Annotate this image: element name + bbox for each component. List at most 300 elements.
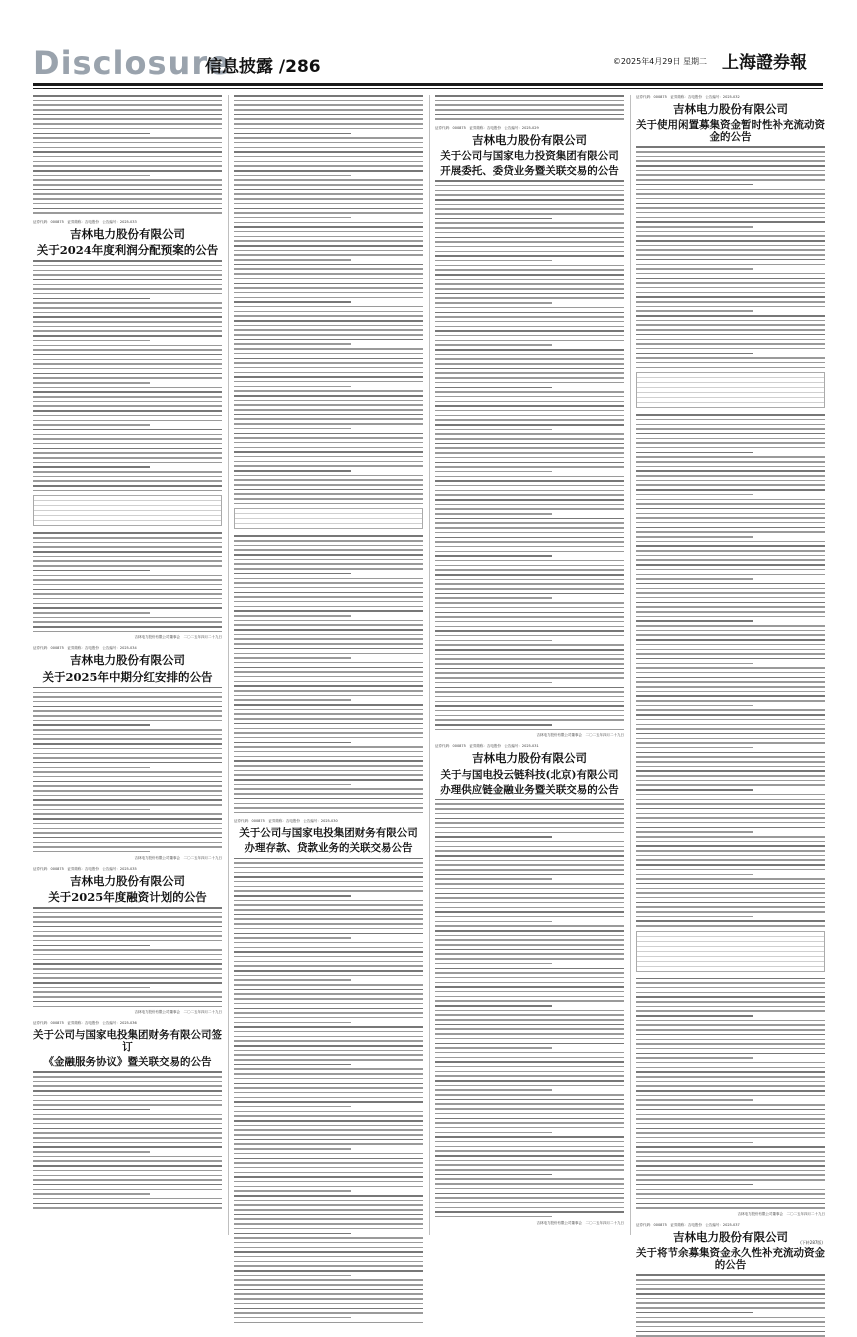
text-line [33, 382, 150, 384]
notice-headline: 关于公司与国家电投集团财务有限公司 [239, 827, 418, 840]
text-line [636, 569, 825, 571]
text-line [435, 391, 624, 393]
text-line [435, 377, 624, 379]
text-line [234, 358, 423, 360]
text-line [234, 1092, 423, 1094]
text-line [234, 372, 423, 374]
text-line [435, 607, 624, 609]
text-line [33, 982, 222, 984]
text-line [636, 461, 825, 463]
text-line [234, 292, 423, 294]
table-row [34, 521, 221, 525]
body-text [33, 95, 222, 214]
text-line [636, 1151, 825, 1153]
text-line [435, 691, 624, 693]
text-line [234, 301, 351, 303]
text-line [435, 921, 552, 923]
notice-meta: 证券代码：000875 证券简称：吉电股份 公告编号：2025-031 [435, 744, 539, 749]
notice-interim-dividend [33, 646, 222, 860]
text-line [33, 589, 222, 591]
text-line [435, 476, 624, 478]
text-line [33, 738, 222, 740]
text-line [234, 587, 423, 589]
text-line [435, 1043, 624, 1045]
text-line [636, 428, 825, 430]
text-line [636, 620, 753, 622]
text-line [33, 1123, 222, 1125]
text-line [33, 1118, 222, 1120]
text-line [33, 175, 150, 177]
text-line [435, 269, 624, 271]
text-line [435, 813, 624, 815]
notice-surplus-funds [636, 1223, 825, 1337]
text-line [435, 1164, 624, 1166]
text-line [435, 185, 624, 187]
text-line [234, 1284, 423, 1286]
text-line [636, 1118, 825, 1120]
text-line [435, 466, 624, 468]
text-line [234, 498, 423, 500]
text-line [234, 278, 423, 280]
text-line [33, 434, 222, 436]
text-line [636, 1184, 753, 1186]
data-table [636, 372, 825, 408]
text-line [435, 532, 624, 534]
text-line [636, 1165, 825, 1167]
text-line [33, 537, 222, 539]
text-line [435, 104, 624, 106]
text-line [234, 151, 423, 153]
text-line [234, 461, 423, 463]
text-line [33, 715, 222, 717]
text-line [33, 480, 222, 482]
text-line [234, 1251, 423, 1253]
text-line [636, 470, 825, 472]
body-text [435, 95, 624, 120]
text-line [234, 447, 423, 449]
text-line [636, 207, 825, 209]
text-line [435, 1099, 624, 1101]
text-line [435, 701, 624, 703]
text-line [234, 1275, 351, 1277]
text-line [636, 874, 753, 876]
text-line [636, 517, 825, 519]
text-line [234, 198, 423, 200]
text-line [234, 484, 423, 486]
text-line [636, 564, 825, 566]
text-line [234, 156, 423, 158]
text-line [234, 671, 423, 673]
text-line [636, 1114, 825, 1116]
text-line [636, 1132, 825, 1134]
text-line [435, 424, 624, 426]
notice-company: 吉林电力股份有限公司 [673, 102, 788, 116]
text-line [33, 556, 222, 558]
text-line [234, 937, 351, 939]
text-line [234, 489, 423, 491]
text-line [234, 414, 423, 416]
text-line [636, 700, 825, 702]
text-line [636, 1142, 753, 1144]
text-line [234, 582, 423, 584]
text-line [234, 634, 423, 636]
text-line [435, 433, 624, 435]
text-line [234, 1214, 423, 1216]
text-line [435, 265, 624, 267]
text-line [33, 429, 222, 431]
text-line [33, 804, 222, 806]
text-line [33, 813, 222, 815]
text-line [636, 489, 825, 491]
text-line [33, 696, 222, 698]
text-line [234, 638, 423, 640]
text-line [234, 404, 423, 406]
text-line [636, 681, 825, 683]
column-3 [435, 95, 624, 1235]
text-line [33, 963, 222, 965]
text-line [435, 663, 624, 665]
text-line [234, 1312, 423, 1314]
text-line [234, 470, 351, 472]
text-line [234, 765, 423, 767]
text-line [435, 672, 624, 674]
text-line [234, 1143, 423, 1145]
text-line [33, 935, 222, 937]
text-line [33, 940, 222, 942]
text-line [636, 1067, 825, 1069]
text-line [234, 503, 423, 505]
text-line [33, 462, 222, 464]
text-line [234, 606, 423, 608]
text-line [435, 963, 552, 965]
text-line [234, 118, 423, 120]
text-line [435, 316, 624, 318]
text-line [435, 682, 552, 684]
text-line [636, 714, 825, 716]
text-line [435, 227, 624, 229]
text-line [636, 1146, 825, 1148]
text-line [636, 160, 825, 162]
text-line [636, 1284, 825, 1286]
text-line [636, 475, 825, 477]
text-line [234, 1129, 423, 1131]
text-line [636, 1006, 825, 1008]
text-line [33, 1156, 222, 1158]
text-line [636, 1207, 825, 1209]
text-line [636, 850, 825, 852]
text-line [234, 386, 351, 388]
text-line [33, 706, 222, 708]
text-line [234, 1078, 423, 1080]
text-line [234, 320, 423, 322]
text-line [33, 208, 222, 210]
text-line [234, 535, 423, 537]
table-row [637, 403, 824, 407]
text-line [234, 975, 423, 977]
text-line [636, 1156, 825, 1158]
text-line [636, 897, 825, 899]
text-line [33, 617, 222, 619]
text-line [636, 1109, 825, 1111]
text-line [435, 499, 624, 501]
text-line [435, 1071, 624, 1073]
text-line [435, 344, 552, 346]
text-line [636, 794, 825, 796]
text-line [435, 363, 624, 365]
text-line [33, 1179, 222, 1181]
text-line [435, 729, 624, 731]
text-line [636, 1085, 825, 1087]
text-line [636, 1039, 825, 1041]
text-line [636, 1274, 825, 1276]
text-line [234, 798, 423, 800]
text-line [33, 410, 222, 412]
text-line [33, 1090, 222, 1092]
text-line [234, 1289, 423, 1291]
text-line [435, 293, 624, 295]
text-line [636, 545, 825, 547]
text-line [636, 822, 825, 824]
text-line [435, 302, 552, 304]
text-line [636, 606, 825, 608]
text-line [234, 667, 423, 669]
text-line [435, 850, 624, 852]
text-line [636, 503, 825, 505]
text-line [33, 710, 222, 712]
text-line [234, 709, 423, 711]
text-line [33, 823, 222, 825]
text-line [33, 391, 222, 393]
text-line [234, 1218, 423, 1220]
text-line [234, 175, 351, 177]
text-line [234, 1139, 423, 1141]
text-line [636, 827, 825, 829]
text-line [435, 654, 624, 656]
text-line [435, 855, 624, 857]
text-line [636, 282, 825, 284]
text-line [33, 128, 222, 130]
text-line [33, 1175, 222, 1177]
text-line [636, 414, 825, 416]
text-line [435, 565, 624, 567]
text-line [636, 452, 753, 454]
text-line [636, 433, 825, 435]
text-line [636, 151, 825, 153]
text-line [435, 925, 624, 927]
text-line [636, 527, 825, 529]
text-line [33, 916, 222, 918]
text-line [234, 1261, 423, 1263]
text-line [636, 677, 825, 679]
text-line [234, 928, 423, 930]
text-line [234, 465, 423, 467]
text-line [435, 321, 624, 323]
text-line [234, 881, 423, 883]
text-line [234, 970, 423, 972]
text-line [435, 902, 624, 904]
text-line [234, 100, 423, 102]
text-line [234, 784, 351, 786]
text-line [33, 959, 222, 961]
text-line [234, 362, 423, 364]
text-line [636, 906, 825, 908]
text-line [435, 640, 552, 642]
notice-meta: 证券代码：000875 证券简称：吉电股份 公告编号：2025-037 [636, 1222, 740, 1227]
text-line [234, 287, 423, 289]
text-line [435, 246, 624, 248]
text-line [33, 377, 222, 379]
text-line [33, 420, 222, 422]
text-line [636, 1029, 825, 1031]
text-line [636, 574, 825, 576]
body-text [33, 907, 222, 1007]
text-line [234, 961, 423, 963]
text-line [636, 1317, 825, 1319]
text-line [636, 784, 825, 786]
text-line [234, 1012, 423, 1014]
text-line [435, 1169, 624, 1171]
text-line [636, 156, 825, 158]
text-line [636, 1095, 825, 1097]
text-line [636, 686, 825, 688]
text-line [435, 1183, 624, 1185]
text-line [435, 551, 624, 553]
text-line [33, 790, 222, 792]
text-line [435, 100, 624, 102]
text-line [234, 1134, 423, 1136]
text-line [33, 405, 222, 407]
text-line [234, 1115, 423, 1117]
text-line [33, 340, 150, 342]
text-line [636, 1071, 825, 1073]
text-line [33, 307, 222, 309]
text-line [33, 743, 222, 745]
text-line [33, 931, 222, 933]
text-line [636, 1279, 825, 1281]
text-line [234, 643, 423, 645]
text-line [33, 156, 222, 158]
text-line [435, 949, 624, 951]
text-line [234, 133, 351, 135]
text-line [33, 288, 222, 290]
text-line [33, 1104, 222, 1106]
text-line [33, 330, 222, 332]
text-line [234, 568, 423, 570]
text-line [435, 846, 624, 848]
text-line [33, 1198, 222, 1200]
text-line [234, 1068, 423, 1070]
text-line [435, 841, 624, 843]
text-line [636, 278, 825, 280]
text-line [435, 490, 624, 492]
text-line [636, 1053, 825, 1055]
text-line [636, 348, 825, 350]
text-line [234, 208, 423, 210]
text-line [234, 1158, 423, 1160]
text-line [234, 895, 351, 897]
text-line [636, 189, 825, 191]
text-line [435, 1014, 624, 1016]
notice-meta: 证券代码：000875 证券简称：吉电股份 公告编号：2025-036 [33, 1021, 137, 1026]
notice-company: 吉林电力股份有限公司 [472, 132, 587, 147]
text-line [636, 550, 825, 552]
text-line [33, 767, 150, 769]
text-line [234, 1050, 423, 1052]
text-line [636, 466, 825, 468]
text-line [435, 860, 624, 862]
text-line [435, 953, 624, 955]
text-line [234, 933, 423, 935]
text-line [33, 1114, 222, 1116]
notice-financing-plan [33, 867, 222, 1016]
text-line [636, 597, 825, 599]
text-line [435, 935, 624, 937]
text-line [435, 340, 624, 342]
text-line [435, 199, 624, 201]
text-line [33, 991, 222, 993]
text-line [435, 288, 624, 290]
text-line [435, 387, 552, 389]
text-line [435, 958, 624, 960]
text-line [33, 771, 222, 773]
text-line [636, 728, 825, 730]
text-line [234, 1031, 423, 1033]
text-line [636, 226, 753, 228]
text-line [435, 574, 624, 576]
table-row [637, 967, 824, 971]
text-line [234, 409, 423, 411]
body-text [33, 260, 222, 491]
text-line [33, 363, 222, 365]
text-line [435, 991, 624, 993]
text-line [33, 607, 222, 609]
text-line [636, 1160, 825, 1162]
text-line [636, 789, 753, 791]
text-line [636, 541, 825, 543]
text-line [33, 701, 222, 703]
body-text [636, 146, 825, 368]
text-line [636, 1174, 825, 1176]
text-line [234, 876, 423, 878]
text-line [636, 334, 825, 336]
text-line [33, 424, 150, 426]
masthead-rule-thin [33, 88, 823, 89]
text-line [234, 428, 351, 430]
text-line [636, 296, 825, 298]
text-line [33, 1203, 222, 1205]
text-line [636, 456, 825, 458]
text-line [636, 555, 825, 557]
text-line [234, 751, 423, 753]
text-line [435, 471, 552, 473]
text-line [234, 1054, 423, 1056]
text-line [435, 1028, 624, 1030]
text-line [234, 549, 423, 551]
text-line [636, 1179, 825, 1181]
text-line [234, 240, 423, 242]
text-line [636, 663, 753, 665]
text-line [636, 494, 753, 496]
text-line [636, 193, 825, 195]
text-line [435, 579, 624, 581]
text-line [636, 339, 825, 341]
text-line [234, 306, 423, 308]
text-line [435, 335, 624, 337]
notice-meta: 证券代码：000875 证券简称：吉电股份 公告编号：2025-035 [33, 866, 137, 871]
text-line [33, 542, 222, 544]
text-line [234, 433, 423, 435]
notice-signoff: 吉林电力股份有限公司董事会 二〇二五年四月二十九日 [134, 1010, 222, 1015]
